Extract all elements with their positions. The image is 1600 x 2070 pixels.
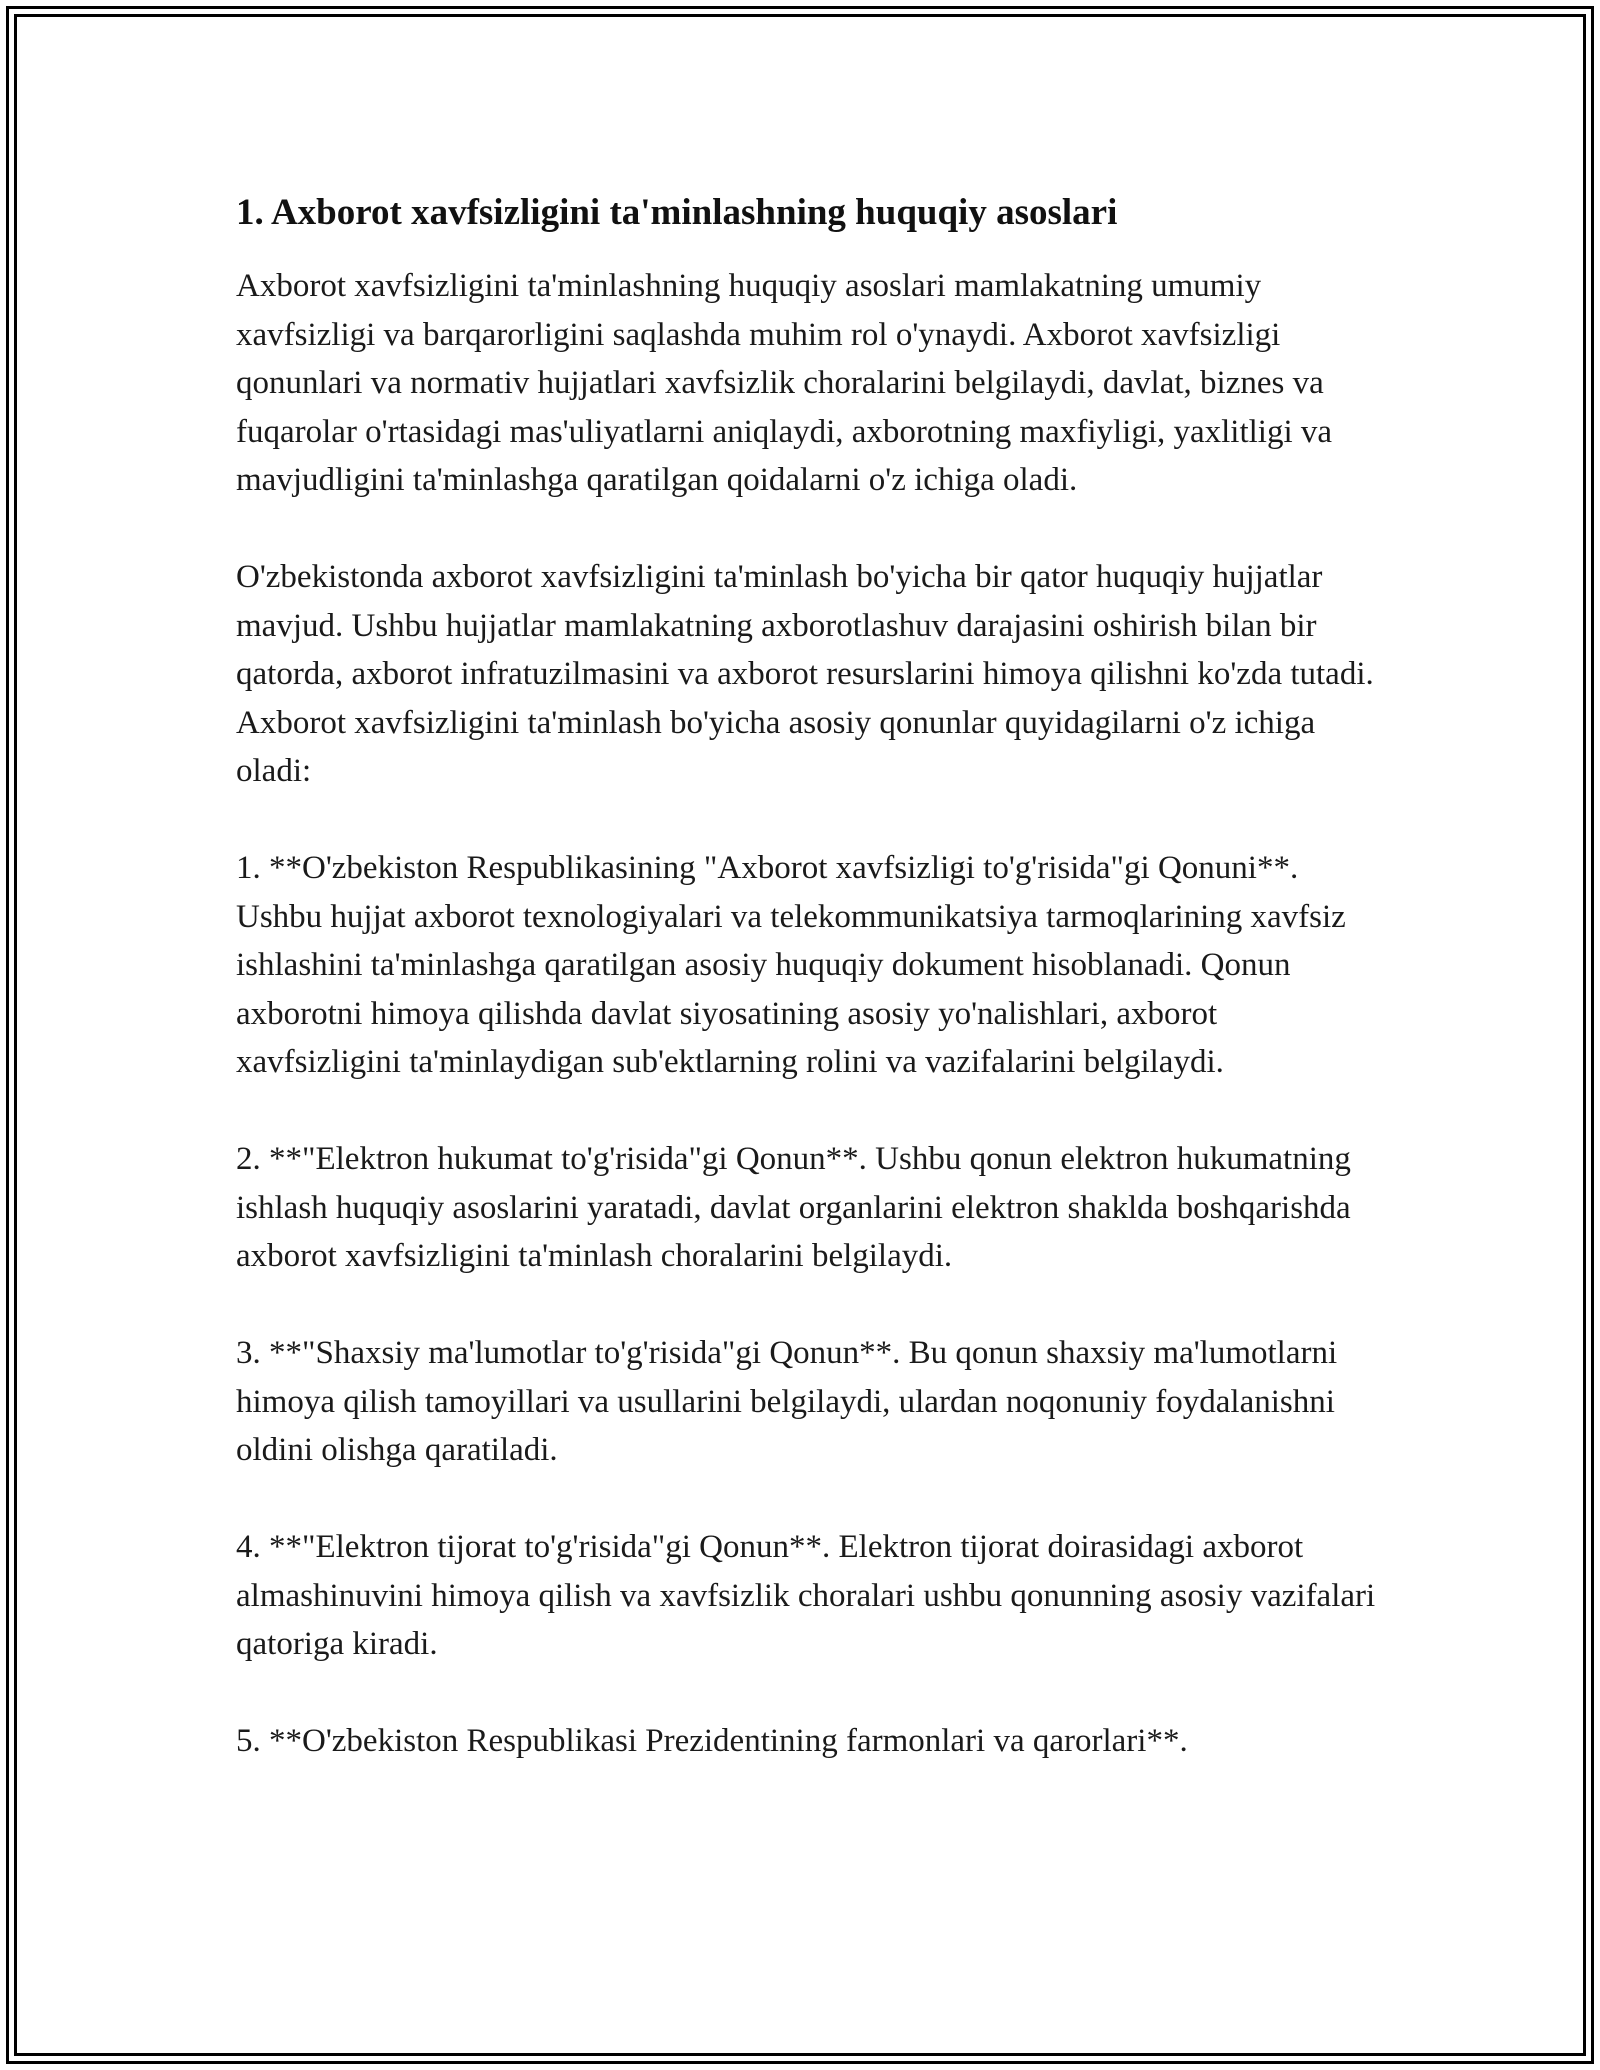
law-item-4: 4. **"Elektron tijorat to'g'risida"gi Qonun**. Elektron tijorat doirasidagi axborot almashinuvini himoya qilish va xavfsizlik choralari ushbu qonunning asosiy vazifalari qatoriga kiradi. bbox=[236, 1529, 1376, 1662]
section-heading: 1. Axborot xavfsizligini ta'minlashning huquqiy asoslari bbox=[236, 192, 1118, 233]
law-item-3: 3. **"Shaxsiy ma'lumotlar to'g'risida"gi Qonun**. Bu qonun shaxsiy ma'lumotlarni himoya qilish tamoyillari va usullarini belgilaydi, ulardan noqonuniy foydalanishni oldini olishga qaratiladi. bbox=[236, 1335, 1338, 1468]
law-item-2: 2. **"Elektron hukumat to'g'risida"gi Qonun**. Ushbu qonun elektron hukumatning ishlash huquqiy asoslarini yaratadi, davlat organlarini elektron shaklda boshqarishda axborot xavfsizligini ta'minlash choralarini belgilaydi. bbox=[236, 1141, 1351, 1274]
laws-overview-paragraph: O'zbekistonda axborot xavfsizligini ta'minlash bo'yicha bir qator huquqiy hujjatlar mavjud. Ushbu hujjatlar mamlakatning axborotlashuv darajasini oshirish bilan bir qatorda, axborot infratuzilmasini va axborot resurslarini himoya qilishni ko'zda tutadi. Axborot xavfsizligini ta'minlash bo'yicha asosiy qonunlar quyidagilarni o'z ichiga oladi: bbox=[236, 559, 1374, 789]
intro-paragraph: Axborot xavfsizligini ta'minlashning huquqiy asoslari mamlakatning umumiy xavfsizligi va barqarorligini saqlashda muhim rol o'ynaydi. Axborot xavfsizligi qonunlari va normativ hujjatlari xavfsizlik choralarini belgilaydi, davlat, biznes va fuqarolar o'rtasidagi mas'uliyatlarni aniqlaydi, axborotning maxfiyligi, yaxlitligi va mavjudligini ta'minlashga qaratilgan qoidalarni o'z ichiga oladi. bbox=[236, 268, 1333, 498]
law-item-1: 1. **O'zbekiston Respublikasining "Axborot xavfsizligi to'g'risida"gi Qonuni**. Ushbu hujjat axborot texnologiyalari va telekommunikatsiya tarmoqlarining xavfsiz ishlashini ta'minlashga qaratilgan asosiy huquqiy dokument hisoblanadi. Qonun axborotni himoya qilishda davlat siyosatining asosiy yo'nalishlari, axborot xavfsizligini ta'minlaydigan sub'ektlarning rolini va vazifalarini belgilaydi. bbox=[236, 850, 1346, 1080]
law-item-5: 5. **O'zbekiston Respublikasi Prezidentining farmonlari va qarorlari**. bbox=[236, 1723, 1188, 1759]
document-body bbox=[236, 188, 1386, 1766]
